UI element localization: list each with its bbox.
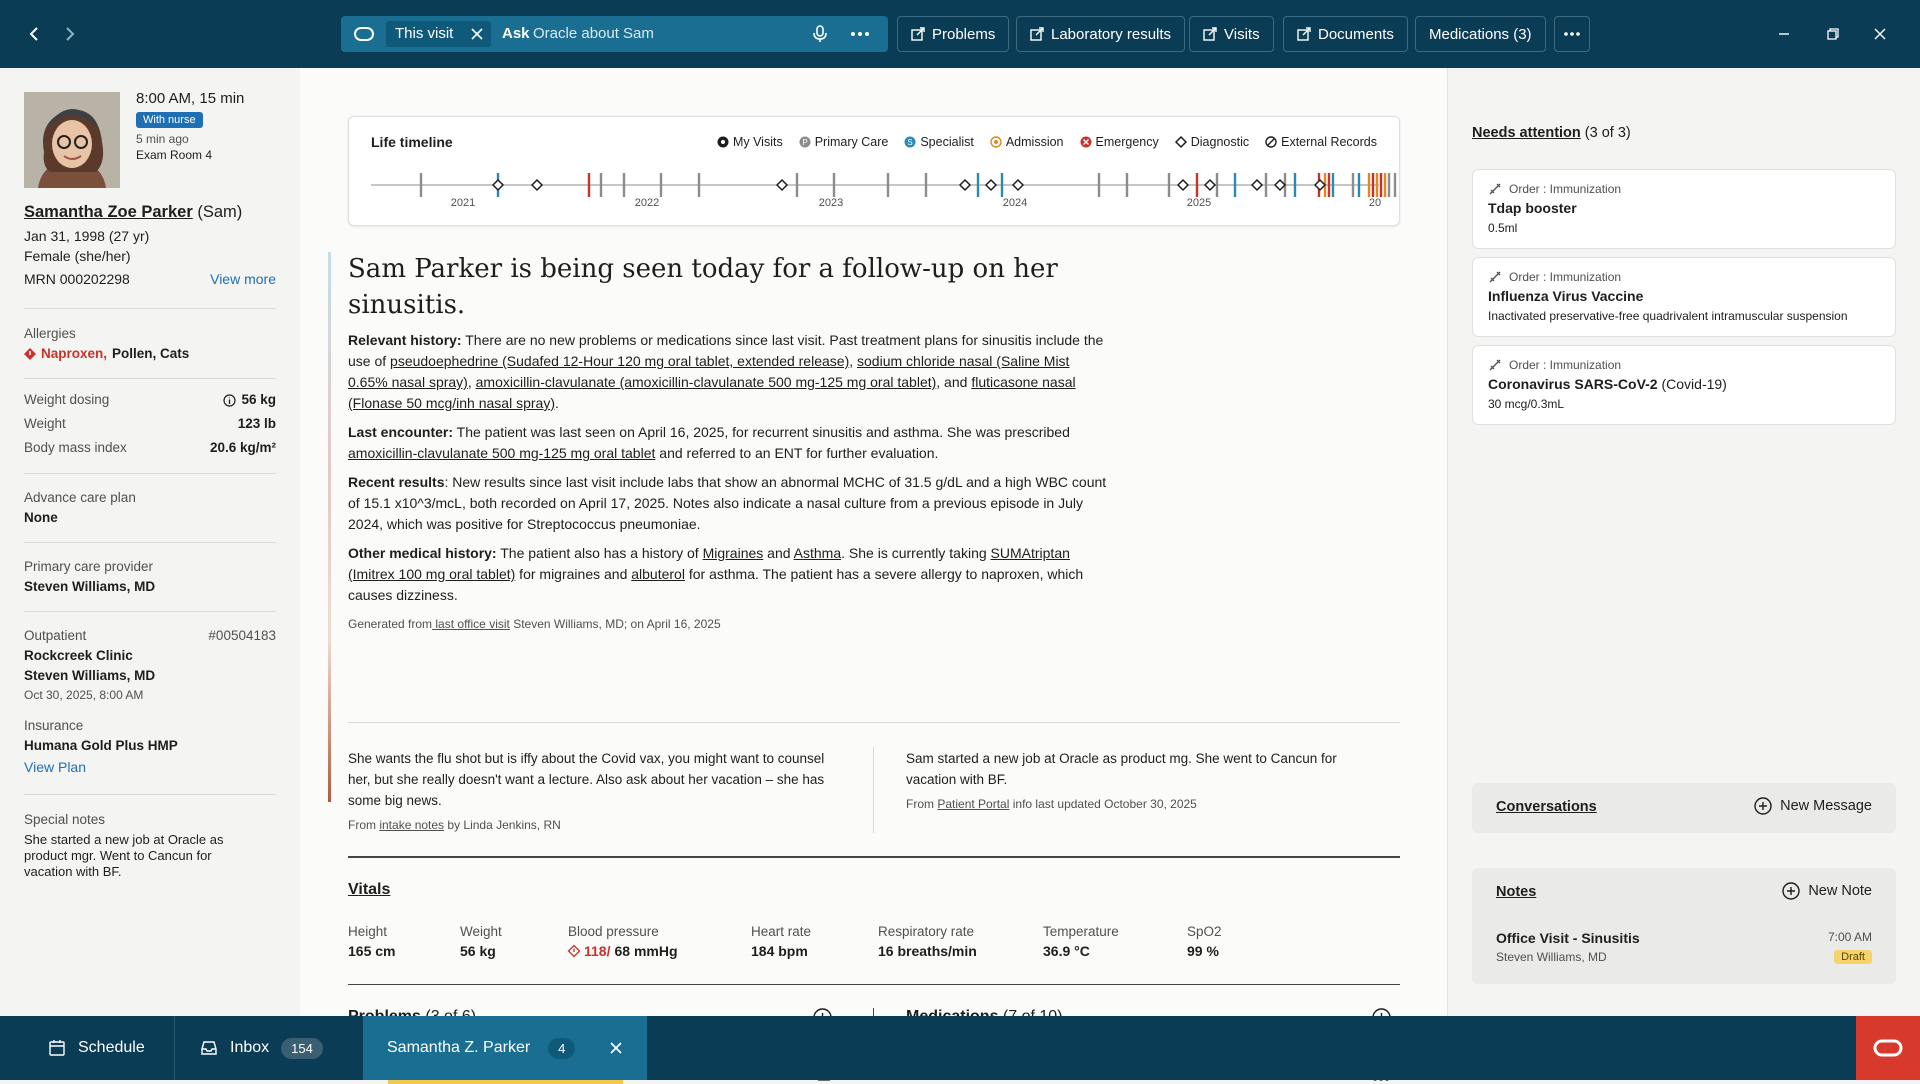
restore-icon[interactable] — [1821, 22, 1845, 46]
advance-care-value: None — [24, 510, 58, 525]
more-actions-button[interactable] — [1554, 16, 1590, 52]
svg-text:S: S — [907, 138, 914, 147]
condition-link[interactable]: Migraines — [702, 545, 764, 561]
right-panel — [1447, 68, 1920, 1016]
add-icon — [1782, 882, 1800, 900]
legend-label: My Visits — [732, 135, 783, 149]
vital-blood-pressure: Blood pressure 118/ 68 mmHg — [568, 924, 678, 959]
microphone-icon[interactable] — [811, 25, 829, 43]
patient-nickname: (Sam) — [197, 203, 243, 221]
more-icon[interactable] — [850, 25, 870, 43]
timeline-event[interactable] — [1358, 173, 1360, 197]
order-card[interactable]: Order : Immunization Influenza Virus Vaccine Inactivated preservative-free quadrivalent intramuscular suspension — [1472, 257, 1896, 337]
legend-admission[interactable] — [990, 135, 1064, 149]
special-notes-label: Special notes — [24, 812, 106, 827]
timeline-event[interactable] — [588, 173, 590, 197]
weight-dosing-label: Weight dosing — [24, 392, 110, 407]
summary-source: Generated from last office visit Steven Williams, MD; on April 16, 2025 — [348, 617, 721, 631]
patient-photo — [24, 92, 120, 188]
patient-identity — [24, 203, 276, 289]
timeline-event[interactable] — [833, 173, 835, 197]
inbox-tab[interactable] — [200, 1016, 323, 1080]
order-name-suffix: (Covid-19) — [1657, 376, 1727, 392]
diagnostic-marker[interactable] — [960, 180, 970, 190]
oracle-logo-button[interactable] — [1856, 1016, 1920, 1080]
recent-results: Recent results: New results since last visit include labs that show an abnormal MCHC of 31.5 g/dL and a high WBC count of 15.1 x10^3/mcL, both recorded on April 17, 2025. Notes also indicate a nasal culture from a previous episode in July 2024, which was positive for Streptococcus pneumoniae. — [348, 474, 1107, 532]
new-message-button[interactable] — [1754, 797, 1872, 815]
ask-label: Ask — [502, 25, 530, 42]
order-card[interactable]: Order : Immunization Coronavirus SARS-CoV-2 (Covid-19) 30 mcg/0.3mL — [1472, 345, 1896, 425]
order-name: Influenza Virus Vaccine — [1488, 288, 1644, 304]
vital-respiratory-rate: Respiratory rate 16 breaths/min — [878, 924, 977, 959]
patient-mrn: MRN 000202298 — [24, 271, 130, 287]
summary-title: Sam Parker is being seen today for a follow-up on her sinusitis. — [348, 254, 1058, 320]
divider — [24, 794, 276, 795]
problems-button[interactable] — [897, 16, 1009, 52]
timeline-event[interactable] — [1216, 173, 1218, 197]
diagnostic-marker[interactable] — [777, 180, 787, 190]
minimize-icon[interactable] — [1772, 22, 1796, 46]
diagnostic-marker[interactable] — [1013, 180, 1023, 190]
year-label: 2024 — [1002, 197, 1028, 209]
note-item[interactable] — [1496, 930, 1640, 964]
weight-dosing-value: 56 kg — [241, 392, 276, 407]
timeline-event[interactable] — [1328, 173, 1330, 197]
allergies-label: Allergies — [24, 326, 76, 341]
diagnostic-marker[interactable] — [532, 180, 542, 190]
special-notes-text: She started a new job at Oracle as product mgr. Went to Cancun for vacation with BF. — [24, 832, 224, 879]
last-encounter: Last encounter: The patient was last seen on April 16, 2025, for recurrent sinusitis and asthma. She was prescribed amoxicillin-clavulanate 500 mg-125 mg oral tablet and referred to an ENT for further evaluation. — [348, 424, 1070, 461]
timeline-event[interactable] — [887, 173, 889, 197]
open-external-icon — [1297, 27, 1311, 41]
legend-specialist[interactable] — [904, 135, 974, 149]
patient-dob: Jan 31, 1998 (27 yr) — [24, 228, 150, 244]
pcp-label: Primary care provider — [24, 559, 154, 574]
medication-link[interactable]: amoxicillin-clavulanate (amoxicillin-clavulanate 500 mg-125 mg oral tablet) — [475, 374, 937, 390]
medications-button-label: Medications (3) — [1429, 25, 1532, 43]
timeline-event[interactable] — [420, 173, 422, 197]
timeline-event[interactable] — [1376, 173, 1378, 197]
other-medical-history: Other medical history: The patient also has a history of Migraines and Asthma. She is currently taking SUMAtriptan (Imitrex 100 mg oral tablet) for migraines and albuterol for asthma. The patient has a severe allergy to naproxen, which causes dizziness. — [348, 545, 1084, 603]
schedule-label: Schedule — [78, 1039, 145, 1056]
bottom-taskbar — [0, 1016, 1920, 1080]
divider — [24, 542, 276, 543]
back-icon[interactable] — [20, 20, 48, 48]
add-icon — [1754, 797, 1772, 815]
divider — [873, 747, 874, 833]
top-bar — [0, 0, 1920, 68]
order-detail: Inactivated preservative-free quadrivalent intramuscular suspension — [1488, 309, 1848, 323]
documents-button-label: Documents — [1318, 25, 1394, 43]
appointment-time: 8:00 AM, 15 min — [136, 90, 245, 107]
order-name: Tdap booster — [1488, 200, 1577, 216]
close-icon[interactable] — [469, 26, 485, 42]
last-office-visit-link[interactable]: last office visit — [432, 617, 510, 631]
visits-button[interactable] — [1189, 16, 1274, 52]
order-name: Coronavirus SARS-CoV-2 — [1488, 376, 1658, 392]
open-external-icon — [1030, 27, 1044, 41]
legend-primary-care[interactable] — [799, 135, 889, 149]
legend-label: Emergency — [1095, 135, 1159, 149]
insurance-label: Insurance — [24, 718, 84, 733]
needs-attention-title[interactable]: Needs attention — [1472, 125, 1581, 141]
abnormal-icon — [568, 945, 580, 957]
pcp-value[interactable]: Steven Williams, MD — [24, 579, 156, 594]
laboratory-results-button-label: Laboratory results — [1051, 25, 1172, 43]
year-label: 2025 — [1186, 197, 1212, 209]
calendar-icon — [48, 1039, 66, 1057]
more-icon — [1563, 31, 1581, 37]
diagnostic-marker[interactable] — [1252, 180, 1262, 190]
new-note-button[interactable] — [1782, 882, 1872, 900]
vital-weight: Weight 56 kg — [460, 924, 502, 959]
timeline-event[interactable] — [1294, 173, 1296, 197]
intake-note: She wants the flu shot but is iffy about the Covid vax, you might want to counsel her, but she really doesn't want a lecture. Also ask about her vacation – she has some big news. From intake notes by Linda Jenkins, RN — [348, 748, 848, 836]
timeline-event[interactable] — [796, 173, 798, 197]
legend-label: External Records — [1281, 135, 1377, 149]
exam-room: Exam Room 4 — [136, 148, 213, 162]
legend-diagnostic[interactable] — [1175, 135, 1249, 149]
medication-link[interactable]: pseudoephedrine (Sudafed 12-Hour 120 mg oral tablet, extended release) — [390, 353, 850, 369]
vital-spo2: SpO2 99 % — [1187, 924, 1222, 959]
context-chip[interactable] — [386, 21, 491, 47]
status-badge: With nurse — [136, 112, 203, 128]
weight-label: Weight — [24, 416, 66, 431]
syringe-icon — [1488, 270, 1502, 284]
close-icon[interactable] — [609, 1041, 623, 1055]
special-notes-section — [24, 810, 276, 880]
patient-tab[interactable] — [363, 1016, 647, 1080]
patient-tab-label: Samantha Z. Parker — [387, 1039, 531, 1056]
advance-care-label: Advance care plan — [24, 490, 136, 505]
advance-care-section — [24, 488, 276, 528]
timeline-event[interactable] — [1126, 173, 1128, 197]
relevant-history: Relevant history: There are no new problems or medications since last visit. Past treatment plans for sinusitis include the use of pseudoephedrine (Sudafed 12-Hour 120 mg oral tablet, extended release), sodium chloride nasal (Saline Mist 0.65% nasal spray), amoxicillin-clavulanate (amoxicillin-clavulanate 500 mg-125 mg oral tablet), and fluticasone nasal (Flonase 50 mcg/inh nasal spray). — [348, 332, 1104, 411]
intake-note-text: She wants the flu shot but is iffy about the Covid vax, you might want to counsel her, but she really doesn't want a lecture. Also ask about her vacation – she has some big news. — [348, 751, 825, 808]
inbox-label: Inbox — [230, 1039, 270, 1056]
allergy-naproxen[interactable]: Naproxen, — [41, 346, 108, 361]
note-author: Steven Williams, MD — [1496, 950, 1607, 964]
close-window-icon[interactable] — [1868, 22, 1892, 46]
encounter-type: Outpatient — [24, 628, 87, 643]
timeline-event[interactable] — [1388, 173, 1390, 197]
divider — [24, 378, 276, 379]
weight-value: 123 lb — [237, 416, 276, 431]
timeline-event[interactable] — [1265, 173, 1267, 197]
allergies-section — [24, 324, 276, 364]
condition-link[interactable]: Asthma — [793, 545, 842, 561]
diagnostic-marker[interactable] — [1205, 180, 1215, 190]
intake-notes-link[interactable]: intake notes — [379, 818, 445, 832]
main-content — [300, 68, 1447, 1016]
legend-external-records[interactable] — [1265, 135, 1377, 149]
clinic-name: Rockcreek Clinic — [24, 648, 133, 663]
patient-tab-count: 4 — [548, 1038, 575, 1059]
timeline-event[interactable] — [698, 173, 700, 197]
legend-label: Admission — [1005, 135, 1064, 149]
laboratory-results-button[interactable] — [1016, 16, 1185, 52]
legend-label: Primary Care — [814, 135, 889, 149]
forward-icon[interactable] — [56, 20, 84, 48]
ask-input[interactable]: Oracle about Sam — [533, 25, 654, 42]
portal-note: Sam started a new job at Oracle as product mg. She went to Cancun for vacation with BF. From Patient Portal info last updated October 30, 2025 — [906, 748, 1376, 815]
year-label: 2023 — [818, 197, 844, 209]
syringe-icon — [1488, 182, 1502, 196]
syringe-icon — [1488, 358, 1502, 372]
timeline-event[interactable] — [660, 173, 662, 197]
allergies-other: Pollen, Cats — [112, 346, 190, 361]
appointment-info — [136, 90, 244, 162]
timeline-event[interactable] — [1332, 173, 1334, 197]
encounter-provider: Steven Williams, MD — [24, 668, 156, 683]
vital-heart-rate: Heart rate 184 bpm — [751, 924, 812, 959]
timeline-event[interactable] — [1384, 173, 1386, 197]
divider — [348, 984, 1400, 985]
legend-emergency[interactable] — [1080, 135, 1159, 149]
conversations-card — [1472, 783, 1896, 833]
timeline-event[interactable] — [1168, 173, 1170, 197]
vitals-title[interactable]: Vitals — [348, 881, 391, 898]
needs-attention-count: (3 of 3) — [1584, 125, 1631, 141]
year-label: 2021 — [450, 197, 476, 209]
pcp-section — [24, 557, 276, 597]
encounter-id: #00504183 — [208, 628, 276, 643]
medications-button[interactable] — [1415, 16, 1546, 52]
documents-button[interactable] — [1283, 16, 1408, 52]
diagnostic-marker[interactable] — [1315, 180, 1325, 190]
new-note-label: New Note — [1808, 883, 1872, 899]
note-title: Office Visit - Sinusitis — [1496, 930, 1640, 946]
divider — [24, 473, 276, 474]
severe-allergy-icon — [24, 348, 36, 360]
medication-link[interactable]: albuterol — [631, 566, 685, 582]
info-icon[interactable] — [223, 394, 236, 407]
year-label: 20 — [1368, 197, 1382, 209]
context-chip-label: This visit — [395, 25, 454, 42]
timeline-event[interactable] — [1372, 173, 1374, 197]
timeline-event[interactable] — [1380, 173, 1382, 197]
life-timeline — [348, 116, 1400, 226]
timeline-event[interactable] — [1098, 173, 1100, 197]
patient-name[interactable]: Samantha Zoe Parker — [24, 203, 193, 221]
insurance-value: Humana Gold Plus HMP — [24, 738, 178, 753]
summary-accent-bar — [328, 252, 331, 802]
medication-link[interactable]: amoxicillin-clavulanate 500 mg-125 mg oral tablet — [348, 445, 656, 461]
timeline-event[interactable] — [1001, 173, 1003, 197]
divider — [24, 611, 276, 612]
schedule-tab[interactable] — [48, 1016, 145, 1080]
medication-link[interactable]: SUMAtriptan (Imitrex 100 mg oral tablet) — [348, 545, 1070, 582]
timeline-event[interactable] — [600, 173, 602, 197]
new-message-label: New Message — [1780, 798, 1872, 814]
notes-card — [1472, 868, 1896, 984]
timeline-event[interactable] — [977, 173, 979, 197]
notes-title[interactable]: Notes — [1496, 884, 1537, 900]
diagnostic-marker[interactable] — [1178, 180, 1188, 190]
vital-height: Height 165 cm — [348, 924, 396, 959]
time-ago: 5 min ago — [136, 132, 189, 146]
visits-button-label: Visits — [1224, 25, 1260, 43]
order-detail: 0.5ml — [1488, 221, 1518, 235]
inbox-count: 154 — [281, 1038, 323, 1059]
timeline-track[interactable] — [371, 161, 1382, 209]
timeline-event[interactable] — [1352, 173, 1354, 197]
note-time: 7:00 AM — [1827, 930, 1872, 944]
bmi-label: Body mass index — [24, 440, 127, 455]
assistant-icon — [353, 25, 375, 43]
patient-portal-link[interactable]: Patient Portal — [937, 797, 1010, 811]
view-plan-link[interactable]: View Plan — [24, 759, 87, 775]
encounter-time: Oct 30, 2025, 8:00 AM — [24, 688, 144, 702]
measurements-section — [24, 388, 276, 460]
divider — [174, 1016, 175, 1080]
diagnostic-marker[interactable] — [493, 180, 503, 190]
medication-link[interactable]: sodium chloride nasal (Saline Mist 0.65% nasal spray) — [348, 353, 1070, 390]
bmi-value: 20.6 kg/m² — [209, 440, 276, 455]
order-card[interactable]: Order : Immunization Tdap booster 0.5ml — [1472, 169, 1896, 249]
divider — [348, 856, 1400, 858]
timeline-event[interactable] — [623, 173, 625, 197]
open-external-icon — [911, 27, 925, 41]
problems-button-label: Problems — [932, 25, 996, 43]
timeline-legend — [717, 135, 1377, 149]
summary-body — [348, 330, 1108, 635]
oracle-logo-icon — [1873, 1039, 1903, 1057]
legend-label: Diagnostic — [1190, 135, 1250, 149]
view-more-link[interactable]: View more — [210, 271, 276, 287]
timeline-event[interactable] — [1368, 173, 1370, 197]
conversations-title[interactable]: Conversations — [1496, 799, 1597, 815]
divider — [348, 722, 1400, 723]
inbox-icon — [200, 1039, 218, 1057]
encounter-section — [24, 626, 276, 778]
patient-sex: Female (she/her) — [24, 248, 131, 264]
timeline-event[interactable] — [1196, 173, 1198, 197]
diagnostic-marker[interactable] — [986, 180, 996, 190]
open-external-icon — [1203, 27, 1217, 41]
diagnostic-marker[interactable] — [1275, 180, 1285, 190]
svg-text:P: P — [802, 138, 808, 147]
divider — [24, 308, 276, 309]
timeline-event[interactable] — [925, 173, 927, 197]
order-detail: 30 mcg/0.3mL — [1488, 397, 1565, 411]
draft-badge: Draft — [1834, 950, 1872, 964]
legend-my-visits[interactable] — [717, 135, 783, 149]
needs-attention-header — [1472, 125, 1631, 141]
year-label: 2022 — [634, 197, 660, 209]
ask-oracle-bar[interactable] — [341, 16, 888, 52]
timeline-title: Life timeline — [371, 134, 453, 150]
timeline-event[interactable] — [1234, 173, 1236, 197]
problem-status-bar — [388, 1080, 623, 1084]
patient-banner — [0, 68, 300, 1016]
portal-note-text: Sam started a new job at Oracle as product mg. She went to Cancun for vacation with BF. — [906, 751, 1337, 787]
legend-label: Specialist — [920, 135, 974, 149]
medication-link[interactable]: fluticasone nasal (Flonase 50 mcg/inh nasal spray) — [348, 374, 1076, 411]
vital-temperature: Temperature 36.9 °C — [1043, 924, 1119, 959]
timeline-event[interactable] — [1394, 173, 1396, 197]
